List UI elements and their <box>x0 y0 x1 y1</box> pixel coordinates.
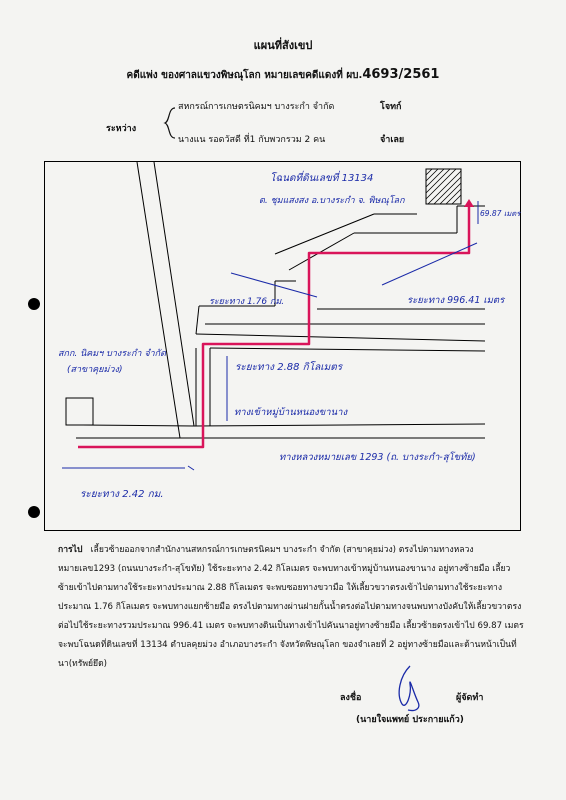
distance-288: ระยะทาง 2.88 กิโลเมตร <box>235 362 343 373</box>
deed-line-2: ต. ชุมแสงสง อ.บางระกำ จ. พิษณุโลก <box>259 196 405 206</box>
highway-label: ทางหลวงหมายเลข 1293 (ถ. บางระกำ-สุโขทัย) <box>279 452 476 463</box>
between-label: ระหว่าง <box>106 124 137 134</box>
office-building <box>66 398 93 425</box>
defendant-name: นางแน รอดวัสดี ที่1 กับพวกรวม 2 คน <box>178 135 326 145</box>
punch-hole-top <box>28 298 40 310</box>
deed-line-1: โฉนดที่ดินเลขที่ 13134 <box>270 173 374 184</box>
case-prefix: คดีแพ่ง ของศาลแขวงพิษณุโลก หมายเลขคดีแดงที่ ผบ. <box>126 70 363 81</box>
preparer-title: ผู้จัดทำ <box>456 693 484 703</box>
directions-label: การไป <box>58 545 83 555</box>
punch-hole-bottom <box>28 506 40 518</box>
office-line-2: (สาขาคุยม่วง) <box>67 365 123 375</box>
page-title: แผนที่สังเขป <box>253 39 313 52</box>
sign-label: ลงชื่อ <box>340 693 362 703</box>
directions-text: เลี้ยวซ้ายออกจากสำนักงานสหกรณ์การเกษตรนิคมฯ บางระกำ จำกัด (สาขาคุยม่วง) ตรงไปตามทางหลวงหมายเลข1293 (ถนนบางระกำ-สุโขทัย) ใช้ระยะทาง 2.42 กิโลเมตร จะพบทางเข้าหมู่บ้านหนองขานาง อยู่ทางซ้ายมือ เลี้ยวซ้ายเข้าไปตามทางใช้ระยะทางประมาณ 2.88 กิโลเมตร จะพบซอยทางขวามือ ให้เลี้ยวขวาตรงเข้าไปตามทางใช้ระยะทางประมาณ 1.76 กิโลเมตร จะพบทางแยกซ้ายมือ ตรงไปตามทางผ่านฝายกั้นน้ำตรงต่อไปตามทางจนพบทางบังคับให้เลี้ยวขวาตรงต่อไปใช้ระยะทางรวมประมาณ 996.41 เมตร จะพบทางดินเป็นทางเข้าไปคันนาอยู่ทางซ้ายมือ เลี้ยวซ้ายตรงเข้าไป 69.87 เมตร จะพบโฉนดที่ดินเลขที่ 13134 ตำบลคุยม่วง อำเภอบางระกำ จังหวัดพิษณุโลก ของจำเลยที่ 2 อยู่ทางซ้ายมือและด้านหน้าเป็นที่นา(ทรัพย์ยึด) <box>58 545 524 669</box>
office-line-1: สกก. นิคมฯ บางระกำ จำกัด <box>58 349 166 359</box>
village-road-label: ทางเข้าหมู่บ้านหนองขานาง <box>234 407 348 418</box>
distance-176: ระยะทาง 1.76 กม. <box>209 297 285 307</box>
directions-paragraph <box>58 541 526 674</box>
preparer-name: (นายใจแพทย์ ประกายแก้ว) <box>356 715 464 725</box>
case-number: 4693/2561 <box>362 67 440 82</box>
plaintiff-name: สหกรณ์การเกษตรนิคมฯ บางระกำ จำกัด <box>178 102 335 112</box>
case-line <box>0 67 566 83</box>
route-arrow <box>464 199 474 207</box>
sketch-map <box>44 161 522 531</box>
map-border <box>45 162 521 531</box>
handwritten-signature <box>388 664 433 714</box>
brace-symbol <box>163 107 177 139</box>
land-plot <box>426 169 461 204</box>
distance-242: ระยะทาง 2.42 กม. <box>80 489 164 500</box>
distance-69: 69.87 เมตร <box>480 209 521 218</box>
plaintiff-role: โจทก์ <box>380 102 402 112</box>
defendant-role: จำเลย <box>380 135 405 145</box>
distance-996: ระยะทาง 996.41 เมตร <box>407 295 505 306</box>
